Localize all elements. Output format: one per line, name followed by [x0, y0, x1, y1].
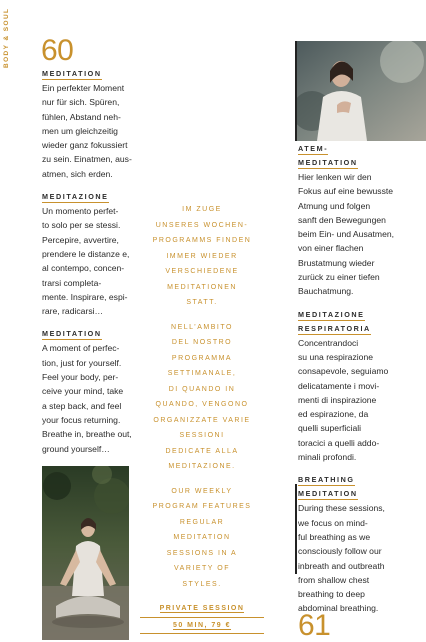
quote-en: OUR WEEKLY PROGRAM FEATURES REGULAR MEDITATION SESSIONS IN A VARIETY OF STYLES. — [152, 487, 252, 588]
side-label: BODY & SOUL — [3, 8, 10, 69]
meditation-photo-illustration — [42, 466, 129, 640]
heading-breathing-meditation: BREATHING MEDITATION — [298, 475, 358, 499]
text-breathing-meditation: During these sessions, we focus on mind- ful breathing as we consciously follow our inbreath and outbreath from shallow chest breathing to deep abdominal breathing. — [298, 503, 385, 614]
text-meditation-de: Ein perfekter Moment nur für sich. Spüren, fühlen, Abstand neh- men um gleichzeitig wieder ganz fokussiert zu sein. Einatmen, aus- atmen, sich erden. — [42, 83, 132, 179]
heading-atem-meditation: ATEM- MEDITATION — [298, 144, 358, 167]
right-column — [298, 142, 426, 616]
middle-column — [140, 202, 264, 634]
left-column — [42, 67, 132, 493]
heading-meditation-de: MEDITATION — [42, 69, 102, 78]
heading-meditazione-respiratoria: MEDITAZIONE RESPIRATORIA — [298, 309, 371, 333]
page-number-left: 60 — [41, 34, 74, 67]
text-meditazione-respiratoria: Concentrandoci su una respirazione consapevole, seguiamo delicatamente i movi- menti di inspirazione ed espirazione, da quelli superficiali toracici a quelli addo- minali profondi. — [298, 337, 389, 463]
breathing-photo — [297, 41, 426, 141]
quote-de: IM ZUGE UNSERES WOCHEN- PROGRAMMS FINDEN IMMER WIEDER VERSCHIEDENE MEDITATIONEN STATT. — [152, 206, 252, 306]
heading-meditazione-it: MEDITAZIONE — [42, 192, 109, 202]
text-meditazione-it: Un momento perfet- to solo per se stessi. Percepire, avvertire, prendere le distanze e, al contempo, concen- trarsi completa- mente. Inspirare, espi- rare, radicarsi… — [42, 206, 130, 317]
breathing-photo-illustration — [297, 41, 426, 141]
middle-session-info: PRIVATE SESSION 50 MIN, 79 € — [140, 601, 264, 634]
divider-bottom — [295, 484, 297, 574]
meditation-photo — [42, 466, 129, 640]
text-meditation-en: A moment of perfec- tion, just for yourself. Feel your body, per- ceive your mind, take a step back, and feel your focus returning. Breathe in, breathe out, ground yourself… — [42, 343, 132, 454]
quote-it: NELL’AMBITO DEL NOSTRO PROGRAMMA SETTIMANALE, DI QUANDO IN QUANDO, VENGONO ORGANIZZATE VARIE SESSIONI DEDICATE ALLA MEDITAZIONE. — [153, 323, 251, 470]
page-number-right: 61 — [298, 609, 331, 642]
text-atem-meditation: Hier lenken wir den Fokus auf eine bewusste Atmung und folgen sanft den Bewegungen beim Ein- und Ausatmen, von einer flachen Brustatmung wieder zurück zu einer tiefen Bauchatmung. — [298, 172, 395, 297]
heading-meditation-en: MEDITATION — [42, 329, 102, 339]
